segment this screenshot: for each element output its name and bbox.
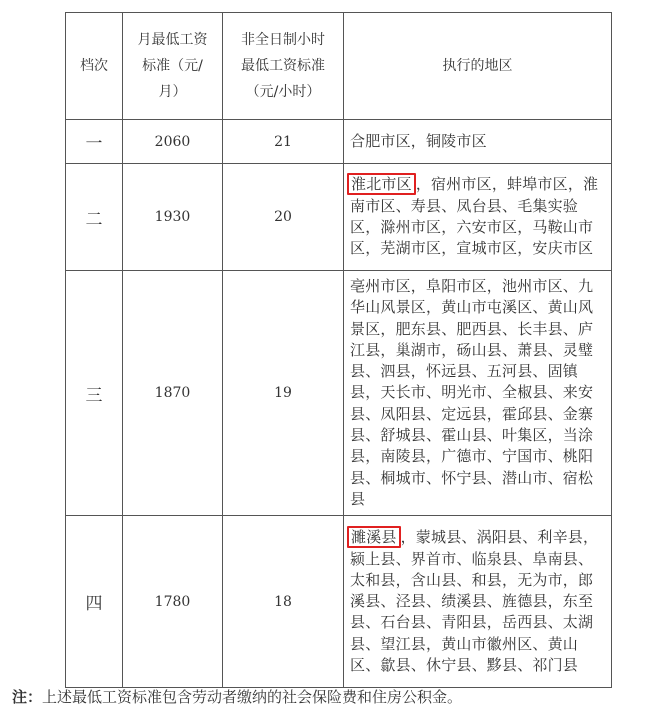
table-row: [66, 271, 612, 516]
header-level: 档次: [66, 13, 123, 120]
row-regions: 濉溪县 ，蒙城县、涡阳县、利辛县，颍上县、界首市、临泉县、阜南县、太和县，含山县、和县，无为市，郎溪县、泾县、绩溪县、旌德县，东至县、石台县、青阳县，岳西县、太湖县、望江县，黄山市徽州区、黄山区、歙县、休宁县、黟县、祁门县: [344, 516, 612, 688]
row-monthly-wage: 1780: [123, 516, 223, 688]
row-level: 二: [66, 164, 123, 271]
row-level: 三: [66, 271, 123, 516]
row-regions: 合肥市区，铜陵市区: [344, 120, 612, 164]
highlighted-region: 濉溪县: [347, 526, 401, 548]
row-level: 一: [66, 120, 123, 164]
table-row: [66, 120, 612, 164]
row-regions: 亳州市区，阜阳市区，池州市区、九华山风景区，黄山市屯溪区、黄山风景区，肥东县、肥西县、长丰县、庐江县，巢湖市，砀山县、萧县、灵璧县、泗县，怀远县、五河县、固镇县，天长市、明光市、全椒县、来安县、凤阳县、定远县，霍邱县、金寨县、舒城县、霍山县、叶集区，当涂县，南陵县，广德市、宁国市、桃阳县、桐城市、怀宁县、潜山市、宿松县: [344, 271, 612, 516]
header-regions: 执行的地区: [344, 13, 612, 120]
minimum-wage-table: [65, 12, 612, 688]
row-hourly-wage: 18: [223, 516, 344, 688]
row-monthly-wage: 2060: [123, 120, 223, 164]
table-row: [66, 164, 612, 271]
row-monthly-wage: 1930: [123, 164, 223, 271]
footnote-label: 注：: [12, 688, 43, 706]
footnote: [12, 686, 462, 707]
table-header-row: [66, 13, 612, 120]
table-row: [66, 516, 612, 688]
row-level: 四: [66, 516, 123, 688]
highlighted-region: 淮北市区: [347, 173, 416, 195]
row-hourly-wage: 19: [223, 271, 344, 516]
row-regions: 淮北市区 ，宿州市区，蚌埠市区，淮南市区、寿县、凤台县、毛集实验区，滁州市区，六安市区，马鞍山市区，芜湖市区，宣城市区，安庆市区: [344, 164, 612, 271]
row-monthly-wage: 1870: [123, 271, 223, 516]
header-hourly-wage: 非全日制小时 最低工资标准 （元/小时）: [223, 13, 344, 120]
row-hourly-wage: 20: [223, 164, 344, 271]
footnote-text: 上述最低工资标准包含劳动者缴纳的社会保险费和住房公积金。: [42, 688, 463, 706]
row-hourly-wage: 21: [223, 120, 344, 164]
header-monthly-wage: 月最低工资 标准（元/ 月）: [123, 13, 223, 120]
